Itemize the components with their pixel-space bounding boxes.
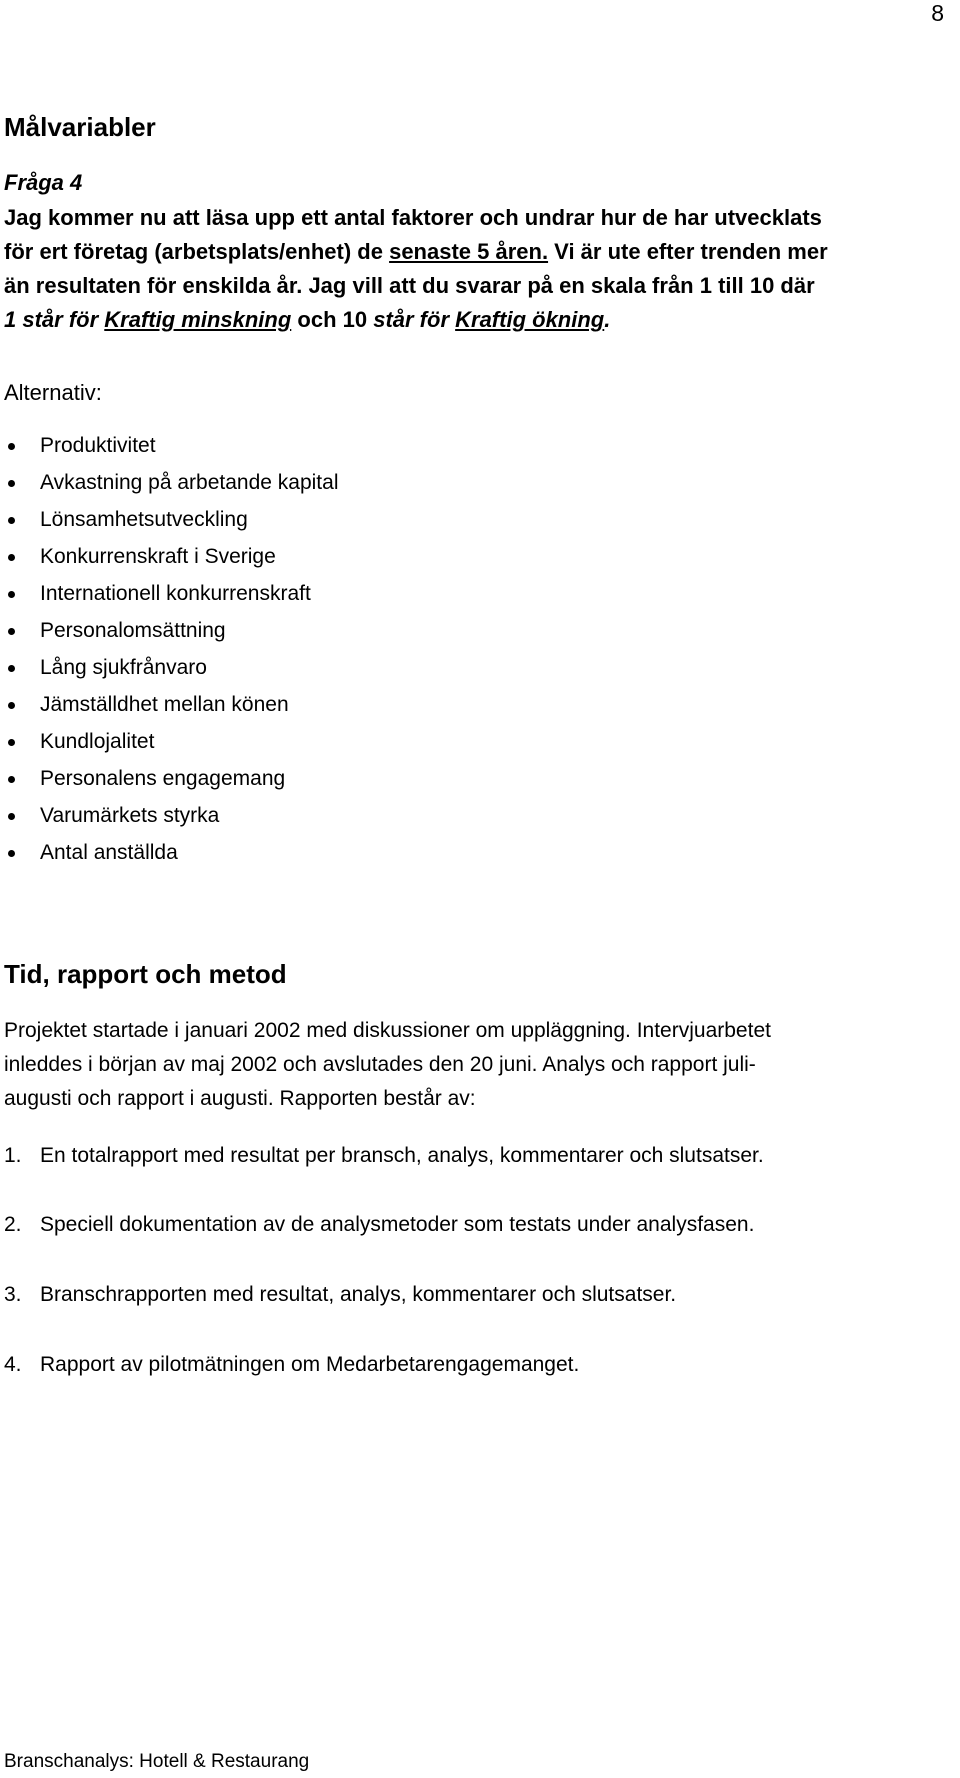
numbered-item: 1. En totalrapport med resultat per bransch, analys, kommentarer och slutsatser. [4,1144,764,1167]
method-line: augusti och rapport i augusti. Rapporten består av: [4,1087,476,1110]
bullet-icon [8,591,15,598]
page-footer: Branschanalys: Hotell & Restaurang [4,1751,310,1772]
bullet-icon [8,480,15,487]
question-line: för ert företag (arbetsplats/enhet) de senaste 5 åren. Vi är ute efter trenden mer [4,239,828,264]
question-line: Jag kommer nu att läsa upp ett antal faktorer och undrar hur de har utvecklats [4,205,822,230]
section-heading-method: Tid, rapport och metod [4,959,287,989]
bullet-icon [8,776,15,783]
bullet-icon [8,443,15,450]
page-number: 8 [931,0,944,26]
alternativ-heading: Alternativ: [4,380,102,405]
bullet-icon [8,554,15,561]
method-line: inleddes i början av maj 2002 och avslutades den 20 juni. Analys och rapport juli- [4,1053,756,1076]
numbered-item: 4. Rapport av pilotmätningen om Medarbetarengagemanget. [4,1353,580,1376]
underlined-phrase: senaste 5 åren. [389,239,549,264]
bullet-icon [8,850,15,857]
underlined-phrase: Kraftig ökning [455,307,605,332]
numbered-item: 2. Speciell dokumentation av de analysmetoder som testats under analysfasen. [4,1213,755,1236]
bullet-icon [8,739,15,746]
question-label: Fråga 4 [4,170,83,195]
method-line: Projektet startade i januari 2002 med diskussioner om uppläggning. Intervjuarbetet [4,1019,771,1042]
bullet-icon [8,702,15,709]
method-paragraph [4,1014,934,1116]
numbered-item: 3. Branschrapporten med resultat, analys, kommentarer och slutsatser. [4,1283,677,1306]
bullet-icon [8,665,15,672]
underlined-phrase: Kraftig minskning [104,307,292,332]
section-heading-malvariabler: Målvariabler [4,112,156,142]
question-line: 1 står för Kraftig minskning och 10 står för Kraftig ökning. [4,307,611,332]
question-text [4,201,944,337]
question-line: än resultaten för enskilda år. Jag vill att du svarar på en skala från 1 till 10 där [4,273,815,298]
bullet-icon [8,813,15,820]
bullet-icon [8,628,15,635]
bullet-icon [8,517,15,524]
